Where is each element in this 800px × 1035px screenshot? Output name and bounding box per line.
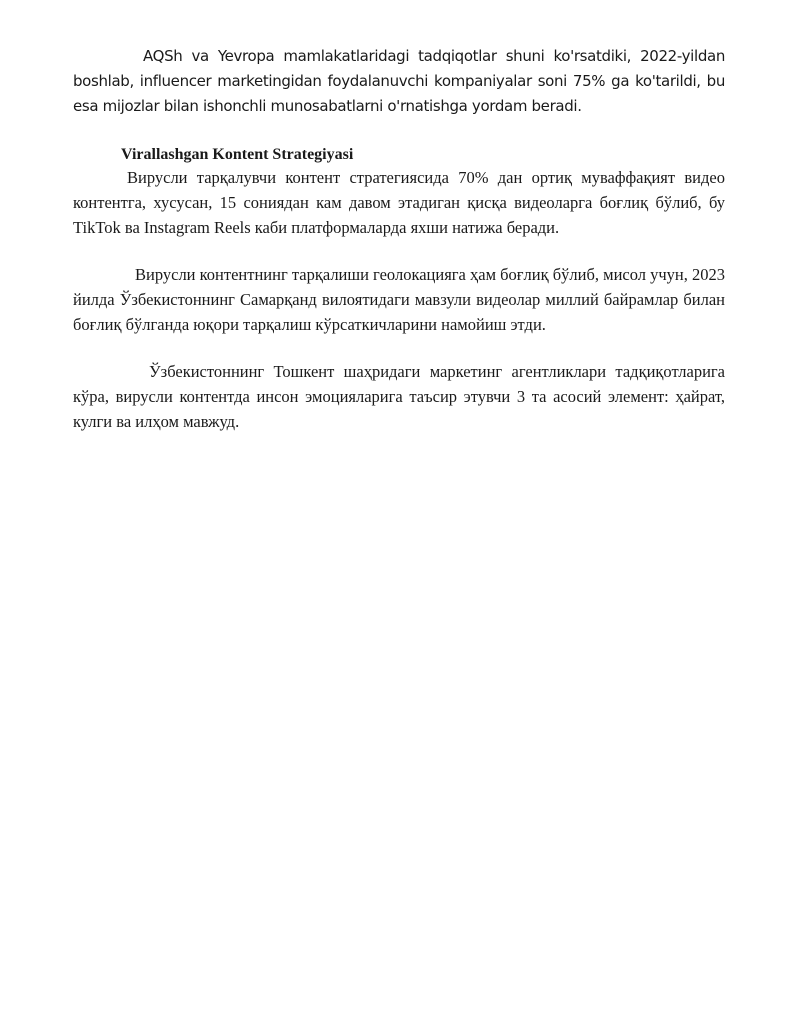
paragraph-geolocation: Вирусли контентнинг тарқалиши геолокацияга ҳам боғлиқ бўлиб, мисол учун, 2023 йилда Ўзбекистоннинг Самарқанд вилоятидаги мавзули видеолар миллий байрамлар билан боғлиқ бўлганда юқори тарқалиш кўрсаткичларини намойиш этди.	[73, 265, 725, 334]
document-body	[73, 44, 725, 434]
section-heading: Virallashgan Kontent Strategiyasi	[121, 146, 354, 163]
paragraph-video-content: Вирусли тарқалувчи контент стратегиясида 70% дан ортиқ муваффақият видео контентга, хусусан, 15 сониядан кам давом этадиган қисқа видеоларга боғлиқ бўлиб, бу TikTok ва Instagram Reels каби платформаларда яхши натижа беради.	[73, 168, 725, 237]
paragraph-emotions: Ўзбекистоннинг Тошкент шаҳридаги маркетинг агентликлари тадқиқотларига кўра, вирусли контентда инсон эмоцияларига таъсир этувчи 3 та асосий элемент: ҳайрат, кулги ва илҳом мавжуд.	[73, 362, 725, 431]
paragraph-influencer-marketing: AQSh va Yevropa mamlakatlaridagi tadqiqotlar shuni ko'rsatdiki, 2022-yildan boshlab, influencer marketingidan foydalanuvchi kompaniyalar soni 75% ga ko'tarildi, bu esa mijozlar bilan ishonchli munosabatlarni o'rnatishga yordam beradi.	[73, 47, 725, 115]
